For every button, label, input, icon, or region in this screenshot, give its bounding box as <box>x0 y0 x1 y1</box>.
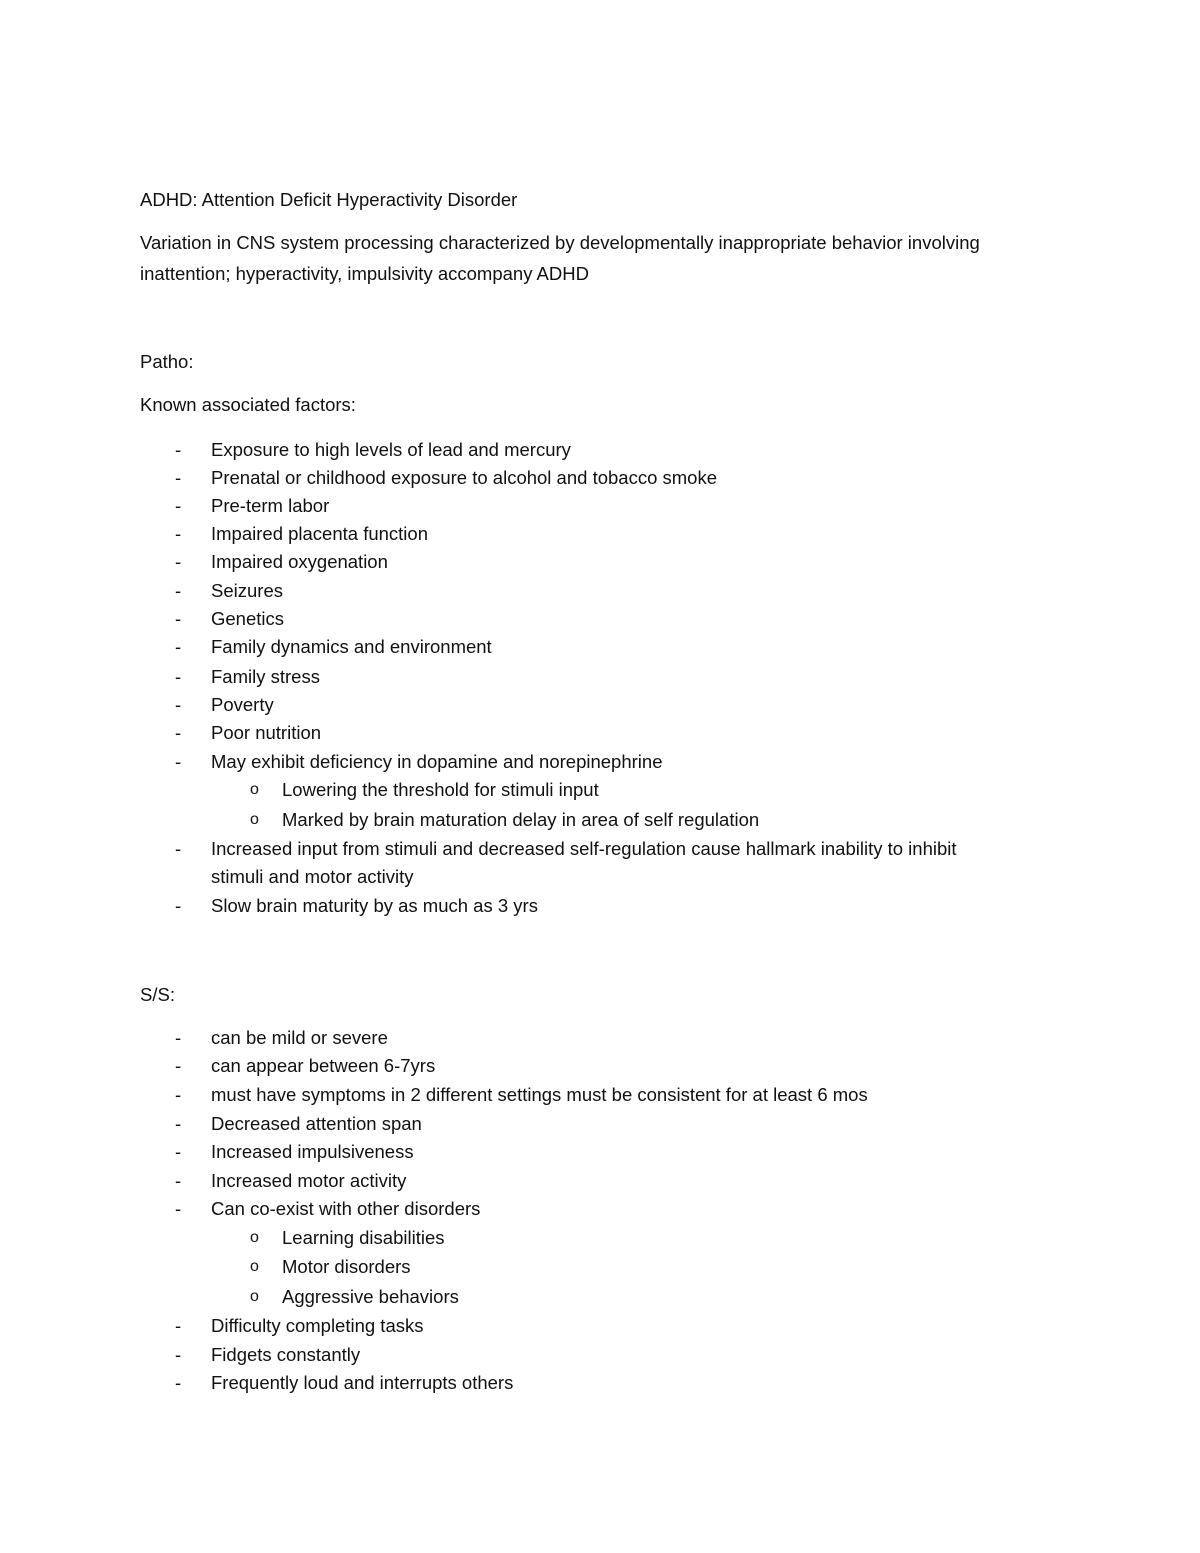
dash-bullet: - <box>175 1198 182 1219</box>
dash-bullet: - <box>175 895 182 916</box>
dash-bullet: - <box>175 1372 182 1393</box>
dash-bullet: - <box>175 608 182 629</box>
sub-list-item: Learning disabilities <box>282 1227 445 1248</box>
circle-bullet: o <box>250 1288 259 1305</box>
list-item: Family dynamics and environment <box>211 636 492 657</box>
list-item: May exhibit deficiency in dopamine and norepinephrine <box>211 751 663 772</box>
list-item: Poor nutrition <box>211 722 322 743</box>
list-item: Fidgets constantly <box>211 1344 361 1365</box>
list-item: can appear between 6-7yrs <box>211 1055 436 1076</box>
list-item: Impaired oxygenation <box>211 551 388 572</box>
list-item: Difficulty completing tasks <box>211 1315 424 1336</box>
dash-bullet: - <box>175 636 182 657</box>
intro-line-2: inattention; hyperactivity, impulsivity accompany ADHD <box>140 263 589 284</box>
list-item: Can co-exist with other disorders <box>211 1198 481 1219</box>
dash-bullet: - <box>175 523 182 544</box>
patho-subheading: Known associated factors: <box>140 394 356 415</box>
list-item: Decreased attention span <box>211 1113 422 1134</box>
patho-heading: Patho: <box>140 351 194 372</box>
dash-bullet: - <box>175 1170 182 1191</box>
dash-bullet: - <box>175 495 182 516</box>
dash-bullet: - <box>175 838 182 859</box>
list-item: can be mild or severe <box>211 1027 388 1048</box>
document-title: ADHD: Attention Deficit Hyperactivity Disorder <box>140 189 518 210</box>
list-item: Increased input from stimuli and decreased self-regulation cause hallmark inability to inhibit <box>211 838 957 859</box>
dash-bullet: - <box>175 1055 182 1076</box>
dash-bullet: - <box>175 467 182 488</box>
list-item: Slow brain maturity by as much as 3 yrs <box>211 895 538 916</box>
dash-bullet: - <box>175 694 182 715</box>
dash-bullet: - <box>175 1113 182 1134</box>
list-item: Increased impulsiveness <box>211 1141 414 1162</box>
dash-bullet: - <box>175 1027 182 1048</box>
dash-bullet: - <box>175 751 182 772</box>
circle-bullet: o <box>250 781 259 798</box>
list-item: Increased motor activity <box>211 1170 407 1191</box>
dash-bullet: - <box>175 1344 182 1365</box>
intro-line-1: Variation in CNS system processing characterized by developmentally inappropriate behavior involving <box>140 232 980 253</box>
sub-list-item: Marked by brain maturation delay in area of self regulation <box>282 809 760 830</box>
dash-bullet: - <box>175 1315 182 1336</box>
sub-list-item: Lowering the threshold for stimuli input <box>282 779 599 800</box>
list-item: Prenatal or childhood exposure to alcohol and tobacco smoke <box>211 467 717 488</box>
sub-list-item: Aggressive behaviors <box>282 1286 459 1307</box>
list-item: Family stress <box>211 666 320 687</box>
list-item: must have symptoms in 2 different settings must be consistent for at least 6 mos <box>211 1084 868 1105</box>
sub-list-item: Motor disorders <box>282 1256 411 1277</box>
list-item-continuation: stimuli and motor activity <box>211 866 414 887</box>
list-item: Poverty <box>211 694 274 715</box>
list-item: Pre-term labor <box>211 495 330 516</box>
dash-bullet: - <box>175 580 182 601</box>
ss-heading: S/S: <box>140 984 175 1005</box>
circle-bullet: o <box>250 1258 259 1275</box>
dash-bullet: - <box>175 722 182 743</box>
list-item: Frequently loud and interrupts others <box>211 1372 514 1393</box>
list-item: Genetics <box>211 608 285 629</box>
dash-bullet: - <box>175 439 182 460</box>
dash-bullet: - <box>175 1084 182 1105</box>
dash-bullet: - <box>175 551 182 572</box>
list-item: Exposure to high levels of lead and mercury <box>211 439 571 460</box>
list-item: Impaired placenta function <box>211 523 428 544</box>
circle-bullet: o <box>250 1229 259 1246</box>
circle-bullet: o <box>250 811 259 828</box>
list-item: Seizures <box>211 580 283 601</box>
dash-bullet: - <box>175 1141 182 1162</box>
dash-bullet: - <box>175 666 182 687</box>
